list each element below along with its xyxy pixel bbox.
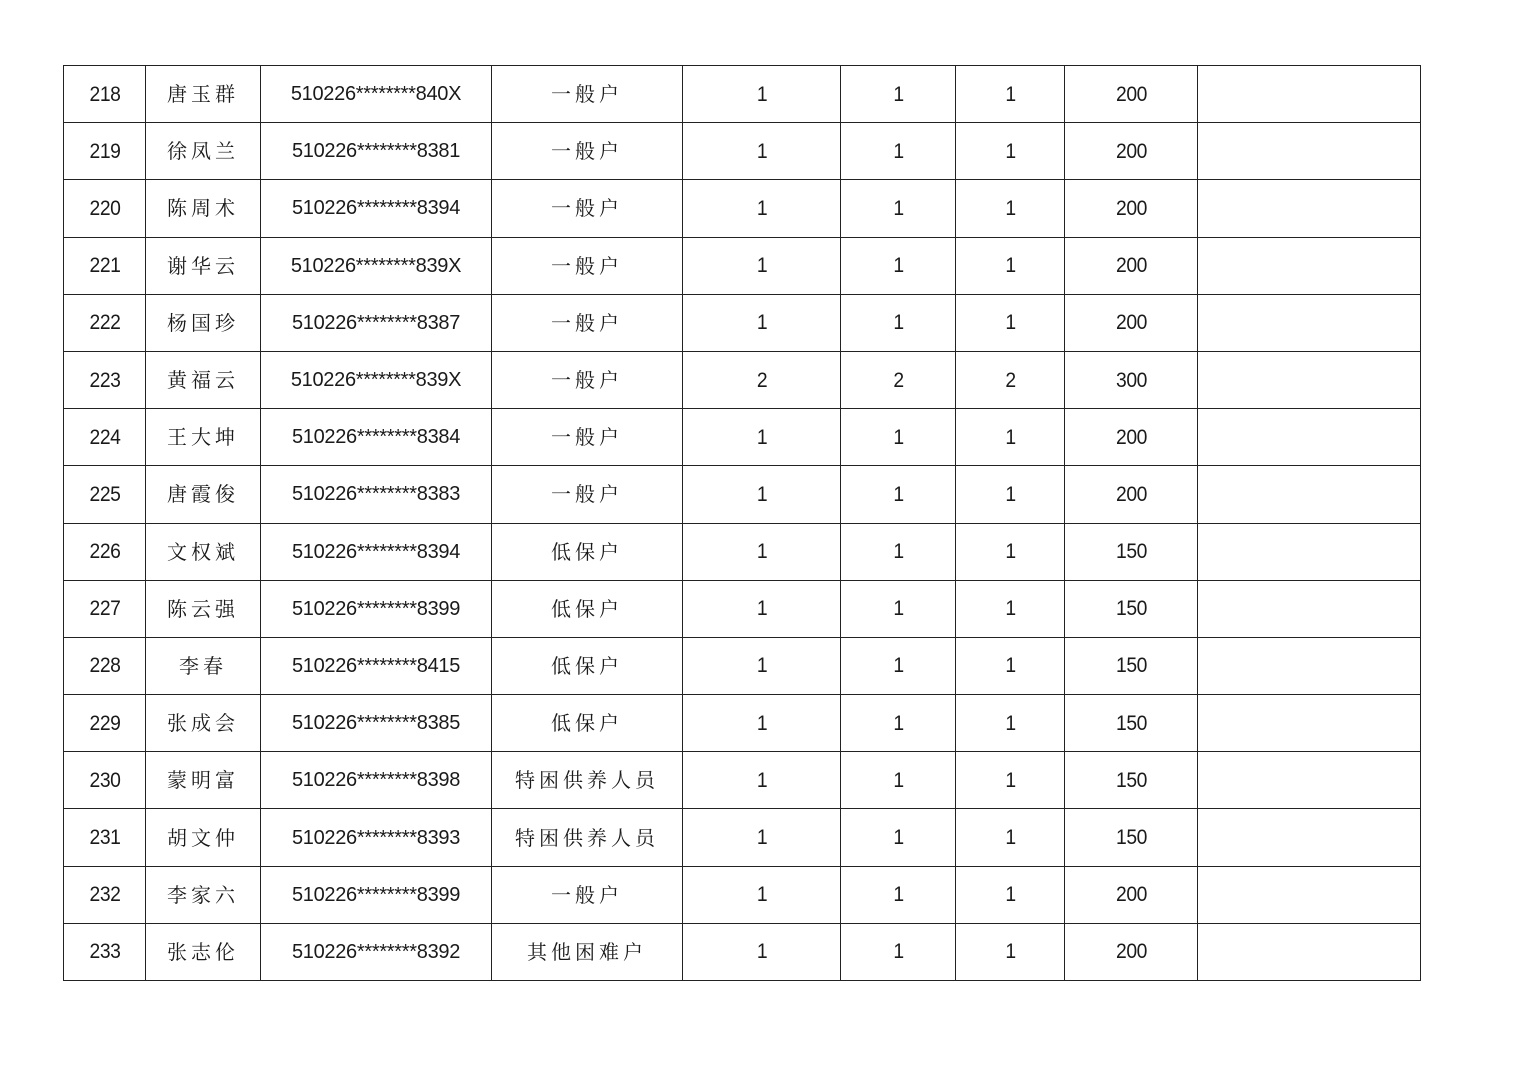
remarks-cell bbox=[1198, 237, 1421, 294]
serial-number-cell: 231 bbox=[67, 809, 142, 866]
name-cell: 徐凤兰 bbox=[146, 123, 261, 180]
count-2-cell: 1 bbox=[845, 66, 951, 123]
serial-number-cell: 224 bbox=[67, 409, 142, 466]
household-type-cell: 一般户 bbox=[492, 294, 683, 351]
remarks-cell bbox=[1198, 351, 1421, 408]
count-3-cell: 1 bbox=[960, 66, 1060, 123]
table-row bbox=[64, 351, 1421, 408]
count-1-cell: 1 bbox=[689, 123, 834, 180]
amount-cell: 300 bbox=[1070, 351, 1192, 408]
table-row bbox=[64, 923, 1421, 980]
household-type-cell: 一般户 bbox=[492, 351, 683, 408]
serial-number-cell: 219 bbox=[67, 123, 142, 180]
amount-cell: 150 bbox=[1070, 523, 1192, 580]
remarks-cell bbox=[1198, 695, 1421, 752]
remarks-cell bbox=[1198, 637, 1421, 694]
amount-cell: 150 bbox=[1070, 809, 1192, 866]
table-row bbox=[64, 466, 1421, 523]
count-3-cell: 1 bbox=[960, 466, 1060, 523]
id-number-cell: 510226********8394 bbox=[261, 523, 492, 580]
remarks-cell bbox=[1198, 66, 1421, 123]
count-2-cell: 1 bbox=[845, 237, 951, 294]
table-row bbox=[64, 866, 1421, 923]
count-3-cell: 1 bbox=[960, 409, 1060, 466]
amount-cell: 150 bbox=[1070, 695, 1192, 752]
count-2-cell: 1 bbox=[845, 523, 951, 580]
serial-number-cell: 228 bbox=[67, 637, 142, 694]
household-type-cell: 特困供养人员 bbox=[492, 809, 683, 866]
table-row bbox=[64, 637, 1421, 694]
remarks-cell bbox=[1198, 752, 1421, 809]
table-row bbox=[64, 66, 1421, 123]
household-type-cell: 低保户 bbox=[492, 695, 683, 752]
serial-number-cell: 220 bbox=[67, 180, 142, 237]
count-1-cell: 1 bbox=[689, 637, 834, 694]
name-cell: 蒙明富 bbox=[146, 752, 261, 809]
serial-number-cell: 222 bbox=[67, 294, 142, 351]
table-row bbox=[64, 409, 1421, 466]
count-2-cell: 1 bbox=[845, 695, 951, 752]
serial-number-cell: 229 bbox=[67, 695, 142, 752]
id-number-cell: 510226********8387 bbox=[261, 294, 492, 351]
table-row bbox=[64, 580, 1421, 637]
name-cell: 张成会 bbox=[146, 695, 261, 752]
count-3-cell: 1 bbox=[960, 123, 1060, 180]
count-2-cell: 1 bbox=[845, 409, 951, 466]
amount-cell: 200 bbox=[1070, 180, 1192, 237]
remarks-cell bbox=[1198, 123, 1421, 180]
remarks-cell bbox=[1198, 180, 1421, 237]
id-number-cell: 510226********8394 bbox=[261, 180, 492, 237]
table-row bbox=[64, 695, 1421, 752]
amount-cell: 200 bbox=[1070, 409, 1192, 466]
serial-number-cell: 233 bbox=[67, 923, 142, 980]
count-3-cell: 1 bbox=[960, 294, 1060, 351]
name-cell: 唐霞俊 bbox=[146, 466, 261, 523]
id-number-cell: 510226********839X bbox=[261, 351, 492, 408]
count-1-cell: 1 bbox=[689, 695, 834, 752]
count-3-cell: 1 bbox=[960, 637, 1060, 694]
count-3-cell: 2 bbox=[960, 351, 1060, 408]
count-3-cell: 1 bbox=[960, 237, 1060, 294]
id-number-cell: 510226********8399 bbox=[261, 866, 492, 923]
id-number-cell: 510226********8393 bbox=[261, 809, 492, 866]
amount-cell: 200 bbox=[1070, 66, 1192, 123]
count-1-cell: 1 bbox=[689, 66, 834, 123]
id-number-cell: 510226********8383 bbox=[261, 466, 492, 523]
household-type-cell: 低保户 bbox=[492, 637, 683, 694]
name-cell: 黄福云 bbox=[146, 351, 261, 408]
id-number-cell: 510226********840X bbox=[261, 66, 492, 123]
amount-cell: 200 bbox=[1070, 866, 1192, 923]
count-3-cell: 1 bbox=[960, 523, 1060, 580]
household-table bbox=[63, 65, 1421, 981]
table-row bbox=[64, 237, 1421, 294]
count-2-cell: 1 bbox=[845, 866, 951, 923]
count-2-cell: 1 bbox=[845, 637, 951, 694]
count-1-cell: 1 bbox=[689, 180, 834, 237]
id-number-cell: 510226********8398 bbox=[261, 752, 492, 809]
household-type-cell: 一般户 bbox=[492, 66, 683, 123]
table-row bbox=[64, 180, 1421, 237]
count-1-cell: 1 bbox=[689, 580, 834, 637]
count-2-cell: 1 bbox=[845, 466, 951, 523]
count-2-cell: 1 bbox=[845, 809, 951, 866]
id-number-cell: 510226********8392 bbox=[261, 923, 492, 980]
name-cell: 胡文仲 bbox=[146, 809, 261, 866]
count-3-cell: 1 bbox=[960, 866, 1060, 923]
count-2-cell: 1 bbox=[845, 294, 951, 351]
count-1-cell: 1 bbox=[689, 294, 834, 351]
name-cell: 杨国珍 bbox=[146, 294, 261, 351]
id-number-cell: 510226********839X bbox=[261, 237, 492, 294]
amount-cell: 150 bbox=[1070, 580, 1192, 637]
count-1-cell: 2 bbox=[689, 351, 834, 408]
remarks-cell bbox=[1198, 466, 1421, 523]
table-row bbox=[64, 294, 1421, 351]
serial-number-cell: 232 bbox=[67, 866, 142, 923]
remarks-cell bbox=[1198, 409, 1421, 466]
count-3-cell: 1 bbox=[960, 923, 1060, 980]
id-number-cell: 510226********8384 bbox=[261, 409, 492, 466]
count-1-cell: 1 bbox=[689, 866, 834, 923]
household-type-cell: 低保户 bbox=[492, 580, 683, 637]
amount-cell: 150 bbox=[1070, 752, 1192, 809]
count-2-cell: 1 bbox=[845, 752, 951, 809]
household-type-cell: 一般户 bbox=[492, 466, 683, 523]
count-1-cell: 1 bbox=[689, 923, 834, 980]
count-1-cell: 1 bbox=[689, 466, 834, 523]
table-row bbox=[64, 123, 1421, 180]
id-number-cell: 510226********8399 bbox=[261, 580, 492, 637]
count-1-cell: 1 bbox=[689, 409, 834, 466]
count-2-cell: 1 bbox=[845, 123, 951, 180]
table-row bbox=[64, 809, 1421, 866]
amount-cell: 150 bbox=[1070, 637, 1192, 694]
household-type-cell: 一般户 bbox=[492, 237, 683, 294]
count-2-cell: 2 bbox=[845, 351, 951, 408]
count-3-cell: 1 bbox=[960, 809, 1060, 866]
count-2-cell: 1 bbox=[845, 923, 951, 980]
remarks-cell bbox=[1198, 923, 1421, 980]
household-type-cell: 一般户 bbox=[492, 866, 683, 923]
remarks-cell bbox=[1198, 809, 1421, 866]
remarks-cell bbox=[1198, 523, 1421, 580]
name-cell: 王大坤 bbox=[146, 409, 261, 466]
id-number-cell: 510226********8415 bbox=[261, 637, 492, 694]
household-type-cell: 一般户 bbox=[492, 180, 683, 237]
count-3-cell: 1 bbox=[960, 180, 1060, 237]
remarks-cell bbox=[1198, 294, 1421, 351]
name-cell: 李春 bbox=[146, 637, 261, 694]
household-type-cell: 低保户 bbox=[492, 523, 683, 580]
household-type-cell: 一般户 bbox=[492, 123, 683, 180]
serial-number-cell: 225 bbox=[67, 466, 142, 523]
serial-number-cell: 221 bbox=[67, 237, 142, 294]
count-1-cell: 1 bbox=[689, 809, 834, 866]
household-type-cell: 特困供养人员 bbox=[492, 752, 683, 809]
id-number-cell: 510226********8385 bbox=[261, 695, 492, 752]
amount-cell: 200 bbox=[1070, 923, 1192, 980]
count-1-cell: 1 bbox=[689, 752, 834, 809]
remarks-cell bbox=[1198, 866, 1421, 923]
count-1-cell: 1 bbox=[689, 523, 834, 580]
name-cell: 文权斌 bbox=[146, 523, 261, 580]
name-cell: 谢华云 bbox=[146, 237, 261, 294]
count-3-cell: 1 bbox=[960, 580, 1060, 637]
amount-cell: 200 bbox=[1070, 237, 1192, 294]
count-3-cell: 1 bbox=[960, 695, 1060, 752]
amount-cell: 200 bbox=[1070, 294, 1192, 351]
table-row bbox=[64, 523, 1421, 580]
count-3-cell: 1 bbox=[960, 752, 1060, 809]
serial-number-cell: 218 bbox=[67, 66, 142, 123]
serial-number-cell: 227 bbox=[67, 580, 142, 637]
name-cell: 唐玉群 bbox=[146, 66, 261, 123]
count-2-cell: 1 bbox=[845, 180, 951, 237]
serial-number-cell: 223 bbox=[67, 351, 142, 408]
remarks-cell bbox=[1198, 580, 1421, 637]
amount-cell: 200 bbox=[1070, 123, 1192, 180]
serial-number-cell: 226 bbox=[67, 523, 142, 580]
name-cell: 李家六 bbox=[146, 866, 261, 923]
table-body bbox=[64, 66, 1421, 981]
name-cell: 张志伦 bbox=[146, 923, 261, 980]
name-cell: 陈周术 bbox=[146, 180, 261, 237]
count-1-cell: 1 bbox=[689, 237, 834, 294]
serial-number-cell: 230 bbox=[67, 752, 142, 809]
id-number-cell: 510226********8381 bbox=[261, 123, 492, 180]
table-row bbox=[64, 752, 1421, 809]
household-type-cell: 其他困难户 bbox=[492, 923, 683, 980]
household-type-cell: 一般户 bbox=[492, 409, 683, 466]
count-2-cell: 1 bbox=[845, 580, 951, 637]
name-cell: 陈云强 bbox=[146, 580, 261, 637]
amount-cell: 200 bbox=[1070, 466, 1192, 523]
